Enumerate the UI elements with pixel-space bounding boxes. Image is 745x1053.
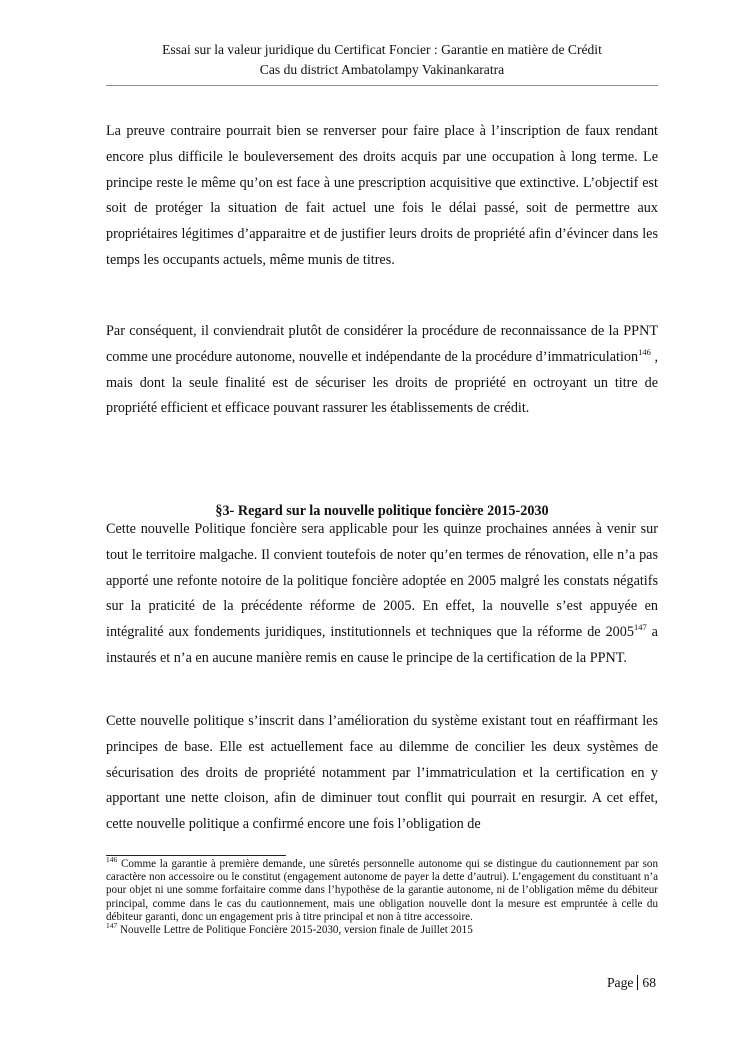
header-subtitle: Cas du district Ambatolampy Vakinankaratra <box>259 62 505 77</box>
page-label: Page <box>606 975 634 990</box>
paragraph-3-text-b: a instaurés et n’a en aucune manière remis en cause le principe de la certification de la PPNT. <box>106 624 658 666</box>
footnote-146 <box>106 855 658 924</box>
footnotes <box>106 855 658 937</box>
footnote-ref-147[interactable]: 147 <box>633 622 647 633</box>
paragraph-3 <box>106 517 658 672</box>
header-divider <box>106 85 658 86</box>
footnote-147-number: 147 <box>106 921 118 931</box>
page-number <box>607 974 656 992</box>
section-heading: §3- Regard sur la nouvelle politique foncière 2015-2030 <box>215 503 549 519</box>
running-header <box>106 40 658 80</box>
footnote-separator <box>106 855 286 856</box>
footnote-147 <box>106 921 658 937</box>
footnote-146-text: Comme la garantie à première demande, une sûretés personnelle autonome qui se distingue du cautionnement par son caractère non accessoire ou le constitut (engagement autonome de payer la dette d’autrui). L’engagement du constituant n’a pour objet ni une somme forfaitaire comme dans l’hypothèse de la garantie autonome, ni de l’obligation même du débiteur principal, comme dans le cas du cautionnement, mais une obligation nouvelle dont la mesure est empruntée à celle du débiteur garanti, donc un engagement pris à titre principal et non à titre accessoire. <box>106 858 658 923</box>
footnote-147-text: Nouvelle Lettre de Politique Foncière 2015-2030, version finale de Juillet 2015 <box>117 924 473 937</box>
paragraph-2-text-b: , mais dont la seule finalité est de sécuriser les droits de propriété en octroyant un titre de propriété efficient et efficace pouvant rassurer les établissements de crédit. <box>106 348 659 417</box>
paragraph-4: Cette nouvelle politique s’inscrit dans l’amélioration du système existant tout en réaffirmant les principes de base. Elle est actuellement face au dilemme de concilier les deux systèmes de sécurisation des droits de propriété notamment par l’immatriculation et la certification en y apportant une nette cloison, afin de diminuer tout conflit qui pourrait en resurgir. A cet effet, cette nouvelle politique a confirmé encore une fois l’obligation de <box>106 713 658 833</box>
header-title: Essai sur la valeur juridique du Certificat Foncier : Garantie en matière de Crédit <box>162 42 602 57</box>
paragraph-3-text-a: Cette nouvelle Politique foncière sera applicable pour les quinze prochaines années à venir sur tout le territoire malgache. Il convient toutefois de noter qu’en termes de rénovation, elle n’a pas apporté une refonte notoire de la politique foncière adoptée en 2005 malgré les constats négatifs sur la praticité de la précédente réforme de 2005. En effet, la nouvelle s’est appuyée en intégralité aux fondements juridiques, institutionnels et techniques que la réforme de 2005 <box>106 521 658 641</box>
footnote-ref-146[interactable]: 146 <box>638 346 651 357</box>
page-number-value: 68 <box>642 975 656 990</box>
paragraph-1: La preuve contraire pourrait bien se renverser pour faire place à l’inscription de faux rendant encore plus difficile le bouleversement des droits acquis par une occupation à long terme. Le principe reste le même qu’on est face à une prescription acquisitive que extinctive. L’objectif est soit de protéger la situation de fait actuel une fois le délai passé, soit de permettre aux propriétaires légitimes d’apparaitre et de justifier leurs droits de propriété afin d’évincer dans les temps les occupants actuels, même munis de titres. <box>106 123 658 268</box>
footnote-146-number: 146 <box>106 855 118 864</box>
page-number-separator <box>637 975 638 990</box>
paragraph-2 <box>106 319 658 422</box>
paragraph-2-text-a: Par conséquent, il conviendrait plutôt de considérer la procédure de reconnaissance de la PPNT comme une procédure autonome, nouvelle et indépendante de la procédure d’immatriculation <box>106 323 658 365</box>
